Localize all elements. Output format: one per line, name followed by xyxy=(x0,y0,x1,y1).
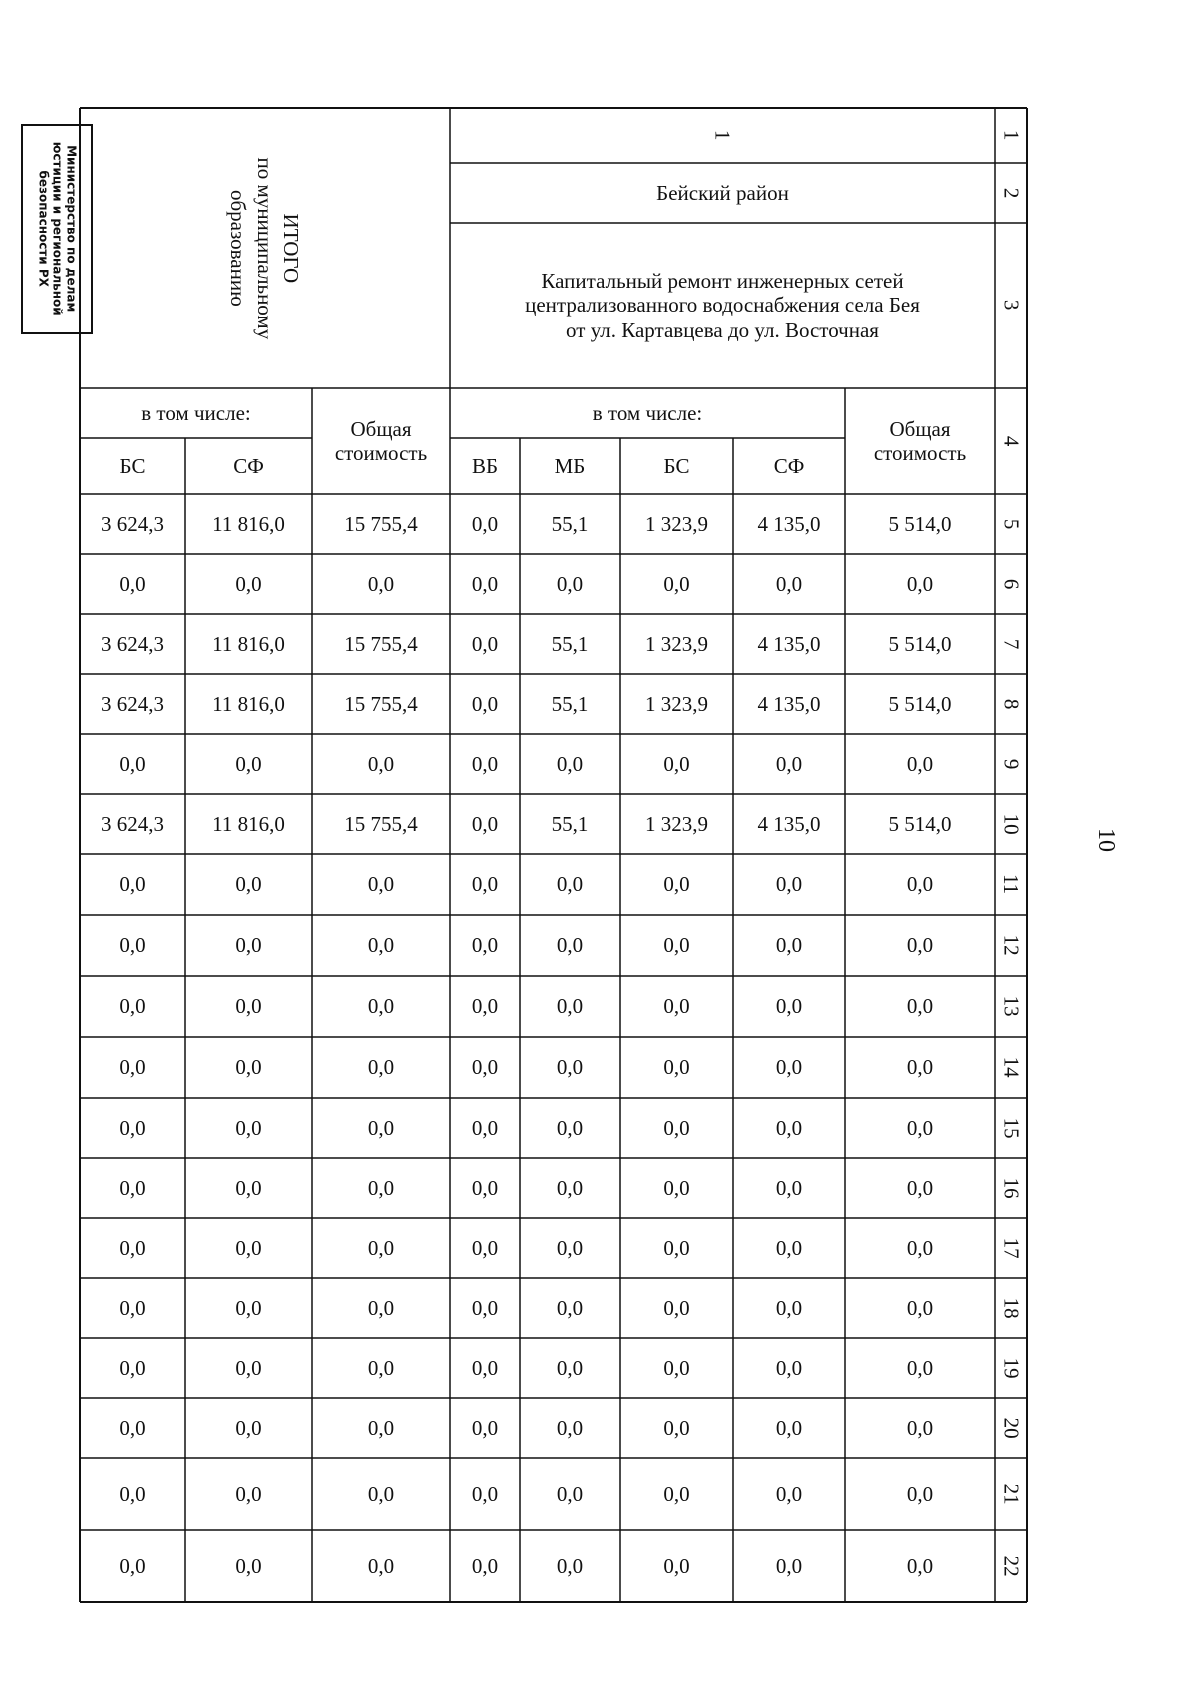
cell-left-total: 0,0 xyxy=(367,933,395,958)
cell-right-vb: 0,0 xyxy=(471,1553,499,1578)
left-col-sf xyxy=(185,438,312,494)
project-title-line: централизованного водоснабжения села Бея xyxy=(525,293,920,318)
district-name: Бейский район xyxy=(656,180,789,205)
cell-right-bs: 1 323,9 xyxy=(645,631,708,656)
cell-right-sf: 4 135,0 xyxy=(757,691,821,716)
cell-right-sf: 0,0 xyxy=(775,1355,803,1380)
side-row-number xyxy=(995,494,1027,554)
project-title-line: Капитальный ремонт инженерных сетей xyxy=(541,269,904,294)
cell-right-vb: 0,0 xyxy=(471,511,499,536)
cell-right-total: 0,0 xyxy=(906,1481,934,1506)
total-subtitle-line: по муниципальному xyxy=(253,157,278,339)
cell-right-bs: 0,0 xyxy=(663,1295,690,1320)
side-row-number-text: 1 xyxy=(999,130,1024,141)
left-col-bs-label: БС xyxy=(119,453,146,478)
cell-left-bs: 0,0 xyxy=(119,994,146,1019)
side-row-number xyxy=(995,1037,1027,1098)
cell-right-bs: 1 323,9 xyxy=(645,511,708,536)
cell-left-bs: 0,0 xyxy=(119,1055,146,1080)
cell-right-sf: 0,0 xyxy=(775,933,803,958)
cell-left-total: 0,0 xyxy=(367,1295,395,1320)
cell-right-mb: 0,0 xyxy=(556,751,584,776)
side-row-number xyxy=(995,1338,1027,1398)
cell-left-total: 0,0 xyxy=(367,1553,395,1578)
cell-right-mb: 0,0 xyxy=(556,933,584,958)
side-row-number xyxy=(995,674,1027,734)
left-col-sf-label: СФ xyxy=(233,453,264,478)
cell-right-bs: 0,0 xyxy=(663,994,690,1019)
cell-left-bs: 0,0 xyxy=(119,1553,146,1578)
side-row-number xyxy=(995,734,1027,794)
cell-right-vb: 0,0 xyxy=(471,751,499,776)
cell-left-sf: 0,0 xyxy=(235,1055,262,1080)
cell-left-bs: 3 624,3 xyxy=(101,631,164,656)
cell-right-mb: 0,0 xyxy=(556,1115,584,1140)
cell-right-mb: 0,0 xyxy=(556,872,584,897)
project-title-cell xyxy=(450,223,995,388)
side-row-number-text: 20 xyxy=(999,1417,1024,1439)
cell-left-total: 0,0 xyxy=(367,994,395,1019)
cell-right-bs: 0,0 xyxy=(663,751,690,776)
cell-left-bs: 3 624,3 xyxy=(101,811,164,836)
cell-right-total: 0,0 xyxy=(906,1055,934,1080)
cell-right-bs: 0,0 xyxy=(663,1553,690,1578)
left-in-that-number xyxy=(80,388,312,438)
stamp-line: Министерство по делам xyxy=(64,145,79,313)
cell-right-mb: 0,0 xyxy=(556,1055,584,1080)
side-row-number xyxy=(995,614,1027,674)
side-row-number-text: 19 xyxy=(999,1357,1024,1379)
right-col-mb-label: МБ xyxy=(554,453,586,478)
total-header-cell xyxy=(80,108,450,388)
side-row-number-text: 5 xyxy=(999,518,1024,530)
side-row-number xyxy=(995,163,1027,223)
side-row-number xyxy=(995,1398,1027,1458)
cell-left-bs: 0,0 xyxy=(119,872,146,897)
side-row-number xyxy=(995,1530,1027,1602)
cell-right-sf: 0,0 xyxy=(775,1235,803,1260)
cell-right-vb: 0,0 xyxy=(471,1115,499,1140)
cell-left-sf: 0,0 xyxy=(235,1481,262,1506)
cell-right-vb: 0,0 xyxy=(471,1415,499,1440)
cell-right-bs: 0,0 xyxy=(663,1355,690,1380)
side-row-number xyxy=(995,854,1027,915)
cell-left-total: 0,0 xyxy=(367,1481,395,1506)
cell-left-bs: 0,0 xyxy=(119,1481,146,1506)
side-row-number xyxy=(995,554,1027,614)
cell-left-bs: 0,0 xyxy=(119,1295,146,1320)
cell-right-total: 0,0 xyxy=(906,1295,934,1320)
side-row-number xyxy=(995,223,1027,388)
cell-right-total: 0,0 xyxy=(906,933,934,958)
right-in-that-number xyxy=(450,388,845,438)
header-col-number: 1 xyxy=(710,130,735,141)
cell-right-sf: 0,0 xyxy=(775,1115,803,1140)
cell-right-total: 5 514,0 xyxy=(888,691,952,716)
cell-right-vb: 0,0 xyxy=(471,1175,499,1200)
side-row-number-text: 14 xyxy=(999,1056,1024,1078)
cell-left-sf: 0,0 xyxy=(235,571,262,596)
cell-right-sf: 4 135,0 xyxy=(757,511,821,536)
cell-right-mb: 55,1 xyxy=(551,691,589,716)
right-col-bs-label: БС xyxy=(663,453,690,478)
cell-right-bs: 0,0 xyxy=(663,571,690,596)
cell-right-vb: 0,0 xyxy=(471,631,499,656)
cell-right-sf: 0,0 xyxy=(775,1175,803,1200)
cell-right-sf: 0,0 xyxy=(775,1553,803,1578)
cell-left-sf: 11 816,0 xyxy=(212,631,285,656)
side-row-number-text: 3 xyxy=(999,300,1024,311)
cell-left-sf: 0,0 xyxy=(235,994,262,1019)
side-row-number-text: 13 xyxy=(999,995,1024,1017)
cell-right-vb: 0,0 xyxy=(471,1295,499,1320)
right-col-sf xyxy=(733,438,845,494)
cell-right-bs: 0,0 xyxy=(663,1415,690,1440)
cell-right-vb: 0,0 xyxy=(471,933,499,958)
cell-left-bs: 0,0 xyxy=(119,751,146,776)
total-title: ИТОГО xyxy=(279,213,304,283)
side-row-number-text: 18 xyxy=(999,1297,1024,1319)
right-col-vb-label: ВБ xyxy=(471,453,499,478)
cell-left-sf: 11 816,0 xyxy=(212,691,285,716)
cell-right-vb: 0,0 xyxy=(471,691,499,716)
cell-left-bs: 3 624,3 xyxy=(101,691,164,716)
cell-right-sf: 0,0 xyxy=(775,994,803,1019)
total-cost-line: Общая xyxy=(350,416,412,441)
cell-left-bs: 0,0 xyxy=(119,1235,146,1260)
total-cost-line: стоимость xyxy=(873,441,967,465)
side-row-number xyxy=(995,388,1027,494)
side-row-number xyxy=(995,1458,1027,1530)
cell-right-total: 0,0 xyxy=(906,571,934,596)
side-row-number-text: 17 xyxy=(999,1237,1024,1259)
cell-right-vb: 0,0 xyxy=(471,1481,499,1506)
district-cell xyxy=(450,163,995,223)
cell-right-vb: 0,0 xyxy=(471,571,499,596)
header-col-number-cell xyxy=(450,108,995,163)
cell-right-sf: 0,0 xyxy=(775,751,803,776)
total-cost-line: стоимость xyxy=(334,441,428,465)
total-header-text xyxy=(226,157,305,339)
cell-right-sf: 4 135,0 xyxy=(757,811,821,836)
cell-right-bs: 0,0 xyxy=(663,1481,690,1506)
cell-left-total: 15 755,4 xyxy=(344,631,418,656)
cell-right-vb: 0,0 xyxy=(471,1055,499,1080)
cell-right-total: 0,0 xyxy=(906,1355,934,1380)
cell-right-total: 0,0 xyxy=(906,751,934,776)
cell-right-vb: 0,0 xyxy=(471,811,499,836)
cell-right-sf: 4 135,0 xyxy=(757,631,821,656)
side-row-number xyxy=(995,1098,1027,1158)
cell-left-total: 0,0 xyxy=(367,1115,395,1140)
cell-right-mb: 0,0 xyxy=(556,571,584,596)
page-number: 10 xyxy=(1093,828,1120,852)
right-in-that-number-label: в том числе: xyxy=(592,400,703,425)
right-col-sf-label: СФ xyxy=(773,453,805,478)
right-col-bs xyxy=(620,438,733,494)
cell-left-bs: 3 624,3 xyxy=(101,511,164,536)
cell-left-sf: 0,0 xyxy=(235,1355,262,1380)
cell-left-sf: 0,0 xyxy=(235,1553,262,1578)
cell-left-bs: 0,0 xyxy=(119,571,146,596)
side-row-number-text: 6 xyxy=(999,578,1024,590)
cell-right-vb: 0,0 xyxy=(471,1235,499,1260)
side-row-number-text: 4 xyxy=(999,435,1024,447)
side-row-number-text: 22 xyxy=(999,1555,1024,1577)
cell-right-sf: 0,0 xyxy=(775,1055,803,1080)
cell-left-total: 0,0 xyxy=(367,1235,395,1260)
cell-right-sf: 0,0 xyxy=(775,571,803,596)
cell-left-sf: 0,0 xyxy=(235,1295,262,1320)
cell-right-mb: 55,1 xyxy=(551,511,589,536)
cell-left-sf: 0,0 xyxy=(235,872,262,897)
cell-left-total: 0,0 xyxy=(367,1415,395,1440)
cell-right-bs: 0,0 xyxy=(663,1115,690,1140)
cell-left-bs: 0,0 xyxy=(119,1175,146,1200)
cell-right-mb: 0,0 xyxy=(556,994,584,1019)
side-row-number-text: 16 xyxy=(999,1177,1024,1199)
side-row-number xyxy=(995,976,1027,1037)
cell-right-mb: 0,0 xyxy=(556,1295,584,1320)
cell-right-vb: 0,0 xyxy=(471,872,499,897)
cell-right-mb: 55,1 xyxy=(551,811,589,836)
cell-right-total: 0,0 xyxy=(906,1175,934,1200)
cell-left-total: 0,0 xyxy=(367,872,395,897)
right-col-vb xyxy=(450,438,520,494)
left-col-bs xyxy=(80,438,185,494)
cell-right-bs: 0,0 xyxy=(663,933,690,958)
project-title-line: от ул. Картавцева до ул. Восточная xyxy=(566,317,879,342)
side-row-number xyxy=(995,108,1027,163)
cell-left-total: 15 755,4 xyxy=(344,511,418,536)
cell-right-mb: 0,0 xyxy=(556,1415,584,1440)
side-row-number-text: 7 xyxy=(999,638,1024,650)
cell-right-sf: 0,0 xyxy=(775,872,803,897)
cell-left-sf: 0,0 xyxy=(235,1115,262,1140)
side-row-number xyxy=(995,794,1027,854)
cell-left-sf: 11 816,0 xyxy=(212,511,285,536)
cell-left-total: 15 755,4 xyxy=(344,691,418,716)
cell-right-mb: 55,1 xyxy=(551,631,589,656)
cell-left-total: 0,0 xyxy=(367,1175,395,1200)
cell-right-mb: 0,0 xyxy=(556,1355,584,1380)
stamp-line: безопасности РХ xyxy=(37,170,52,288)
cell-left-total: 0,0 xyxy=(367,751,395,776)
cell-left-sf: 0,0 xyxy=(235,1235,262,1260)
cell-right-mb: 0,0 xyxy=(556,1481,584,1506)
cell-right-total: 5 514,0 xyxy=(888,511,952,536)
cell-left-sf: 0,0 xyxy=(235,933,262,958)
side-row-number-text: 9 xyxy=(999,758,1024,770)
cell-right-mb: 0,0 xyxy=(556,1553,584,1578)
cell-right-total: 5 514,0 xyxy=(888,811,952,836)
cell-right-vb: 0,0 xyxy=(471,994,499,1019)
cell-right-mb: 0,0 xyxy=(556,1235,584,1260)
side-row-number-text: 21 xyxy=(999,1483,1024,1505)
cell-left-total: 0,0 xyxy=(367,571,395,596)
side-row-number-text: 12 xyxy=(999,934,1024,956)
cell-right-bs: 1 323,9 xyxy=(645,691,708,716)
cell-right-bs: 0,0 xyxy=(663,872,690,897)
cell-right-total: 5 514,0 xyxy=(888,631,952,656)
side-row-number-text: 2 xyxy=(999,187,1024,199)
cell-right-bs: 0,0 xyxy=(663,1055,690,1080)
side-row-number xyxy=(995,915,1027,976)
cell-right-total: 0,0 xyxy=(906,1553,934,1578)
cell-left-bs: 0,0 xyxy=(119,1415,146,1440)
cell-right-total: 0,0 xyxy=(906,872,934,897)
cell-left-sf: 0,0 xyxy=(235,1415,262,1440)
side-row-number-text: 15 xyxy=(999,1117,1024,1139)
cell-left-total: 15 755,4 xyxy=(344,811,418,836)
cell-left-sf: 0,0 xyxy=(235,1175,262,1200)
total-cost-line: Общая xyxy=(889,416,951,441)
stamp-line: юстиции и региональной xyxy=(50,142,65,316)
side-row-number xyxy=(995,1278,1027,1338)
cell-right-mb: 0,0 xyxy=(556,1175,584,1200)
side-row-number-text: 10 xyxy=(999,813,1024,835)
side-row-number xyxy=(995,1218,1027,1278)
total-subtitle-line: образованию xyxy=(226,189,251,307)
cell-right-bs: 0,0 xyxy=(663,1235,690,1260)
cell-left-bs: 0,0 xyxy=(119,933,146,958)
cell-right-sf: 0,0 xyxy=(775,1415,803,1440)
cell-right-bs: 0,0 xyxy=(663,1175,690,1200)
cell-right-total: 0,0 xyxy=(906,1235,934,1260)
cell-right-total: 0,0 xyxy=(906,1415,934,1440)
cell-left-total: 0,0 xyxy=(367,1355,395,1380)
cell-right-sf: 0,0 xyxy=(775,1295,803,1320)
side-row-number-text: 8 xyxy=(999,698,1024,710)
left-total-cost-header xyxy=(312,388,450,494)
right-total-cost-header xyxy=(845,388,995,494)
cell-right-bs: 1 323,9 xyxy=(645,811,708,836)
cell-left-sf: 0,0 xyxy=(235,751,262,776)
cell-left-bs: 0,0 xyxy=(119,1355,146,1380)
side-row-number xyxy=(995,1158,1027,1218)
cell-left-bs: 0,0 xyxy=(119,1115,146,1140)
side-row-number-text: 11 xyxy=(999,874,1024,895)
right-col-mb xyxy=(520,438,620,494)
left-in-that-number-label: в том числе: xyxy=(141,400,251,425)
cell-right-sf: 0,0 xyxy=(775,1481,803,1506)
cell-left-sf: 11 816,0 xyxy=(212,811,285,836)
cell-right-vb: 0,0 xyxy=(471,1355,499,1380)
cell-left-total: 0,0 xyxy=(367,1055,395,1080)
cell-right-total: 0,0 xyxy=(906,994,934,1019)
cell-right-total: 0,0 xyxy=(906,1115,934,1140)
